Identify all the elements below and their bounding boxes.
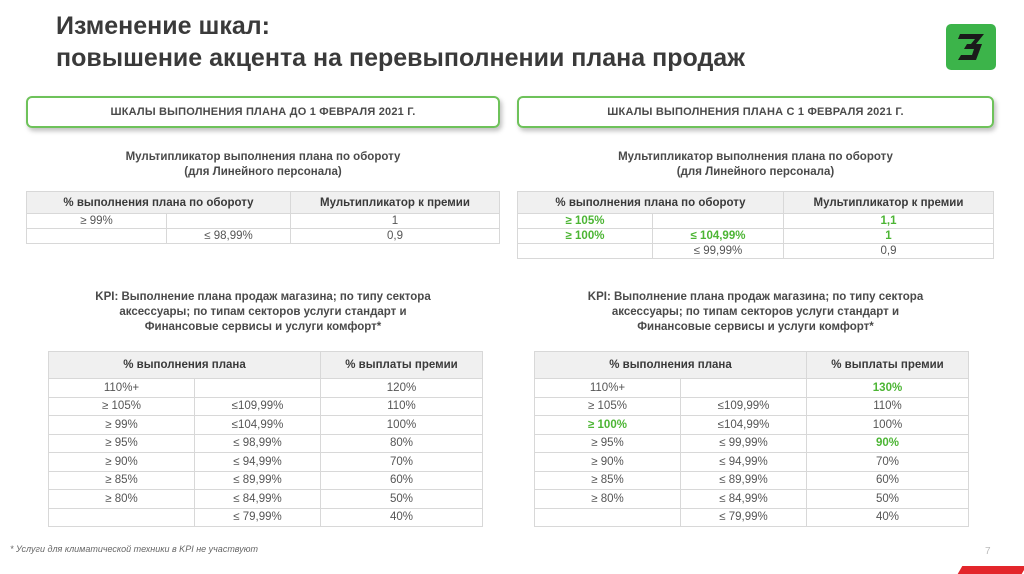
right-mult-header-percent: % выполнения плана по обороту: [518, 192, 784, 214]
right-multiplier-title-line-1: Мультипликатор выполнения плана по обороту: [618, 151, 893, 163]
table-cell: [535, 508, 681, 527]
table-row: [535, 379, 969, 398]
title-line-1: Изменение шкал:: [56, 12, 270, 40]
table-row: [535, 416, 969, 435]
table-cell: [195, 379, 321, 398]
right-kpi-title: [517, 290, 994, 335]
table-cell: 70%: [321, 453, 483, 472]
table-cell: ≤ 98,99%: [167, 229, 291, 244]
table-cell: 0,9: [784, 244, 994, 259]
right-kpi-title-line-2: аксессуары; по типам секторов услуги стандарт и: [611, 306, 900, 318]
right-mult-header-multiplier: Мультипликатор к премии: [784, 192, 994, 214]
table-cell: [518, 244, 653, 259]
table-row: [518, 244, 994, 259]
right-multiplier-table: [517, 191, 994, 259]
table-cell: ≤ 94,99%: [195, 453, 321, 472]
table-row: [27, 229, 500, 244]
brand-logo-icon: [946, 24, 996, 70]
table-cell: ≤ 79,99%: [681, 508, 807, 527]
table-cell: ≥ 99%: [49, 416, 195, 435]
table-row: [49, 379, 483, 398]
table-cell: ≥ 90%: [535, 453, 681, 472]
right-multiplier-title: [517, 150, 994, 180]
table-cell: 0,9: [291, 229, 500, 244]
table-cell: ≤ 84,99%: [195, 490, 321, 509]
table-row: [518, 214, 994, 229]
left-multiplier-table: [26, 191, 500, 244]
accent-stripe: [958, 566, 1024, 574]
left-kpi-title-line-3: Финансовые сервисы и услуги комфорт*: [144, 321, 382, 333]
table-cell: ≤ 99,99%: [681, 434, 807, 453]
table-cell: ≥ 90%: [49, 453, 195, 472]
table-cell: [653, 214, 784, 229]
table-cell: 1: [291, 214, 500, 229]
table-row: [535, 508, 969, 527]
left-multiplier-title-line-2: (для Линейного персонала): [184, 166, 342, 178]
table-row: [49, 453, 483, 472]
right-kpi-header-payout: % выплаты премии: [807, 352, 969, 379]
table-cell: ≤ 99,99%: [653, 244, 784, 259]
table-cell: [167, 214, 291, 229]
table-cell: ≥ 100%: [518, 229, 653, 244]
table-cell: 70%: [807, 453, 969, 472]
table-row: [535, 397, 969, 416]
left-kpi-title: [26, 290, 500, 335]
left-multiplier-title: [26, 150, 500, 180]
table-cell: ≤109,99%: [195, 397, 321, 416]
table-cell: 60%: [807, 471, 969, 490]
right-kpi-title-line-3: Финансовые сервисы и услуги комфорт*: [637, 321, 874, 333]
table-row: [49, 508, 483, 527]
table-row: [27, 214, 500, 229]
table-cell: ≤ 84,99%: [681, 490, 807, 509]
table-cell: ≥ 100%: [535, 416, 681, 435]
left-kpi-title-line-1: KPI: Выполнение плана продаж магазина; по типу сектора: [95, 291, 431, 303]
table-cell: 100%: [807, 416, 969, 435]
table-cell: 100%: [321, 416, 483, 435]
table-cell: ≥ 95%: [535, 434, 681, 453]
table-row: [49, 490, 483, 509]
footnote: * Услуги для климатической техники в KPI не участвуют: [10, 544, 258, 554]
table-cell: ≤ 94,99%: [681, 453, 807, 472]
logo-glyph-icon: [946, 24, 996, 70]
table-cell: ≥ 80%: [49, 490, 195, 509]
table-row: [49, 471, 483, 490]
table-cell: 1: [784, 229, 994, 244]
left-kpi-header-payout: % выплаты премии: [321, 352, 483, 379]
table-cell: ≥ 99%: [27, 214, 167, 229]
left-kpi-table: [48, 351, 483, 527]
left-header-label: ШКАЛЫ ВЫПОЛНЕНИЯ ПЛАНА ДО 1 ФЕВРАЛЯ 2021 Г.: [110, 106, 416, 118]
left-kpi-title-line-2: аксессуары; по типам секторов услуги стандарт и: [119, 306, 407, 318]
right-kpi-table: [534, 351, 969, 527]
table-cell: ≥ 105%: [49, 397, 195, 416]
table-cell: ≥ 80%: [535, 490, 681, 509]
table-cell: 40%: [807, 508, 969, 527]
table-row: [49, 397, 483, 416]
table-cell: [681, 379, 807, 398]
table-row: [49, 416, 483, 435]
title-line-2: повышение акцента на перевыполнении плана продаж: [56, 44, 745, 72]
left-multiplier-title-line-1: Мультипликатор выполнения плана по обороту: [125, 151, 401, 163]
table-cell: 120%: [321, 379, 483, 398]
table-cell: 110%+: [49, 379, 195, 398]
table-row: [49, 434, 483, 453]
table-cell: ≥ 105%: [535, 397, 681, 416]
table-cell: [27, 229, 167, 244]
table-cell: 1,1: [784, 214, 994, 229]
left-kpi-header-percent: % выполнения плана: [49, 352, 321, 379]
table-cell: 60%: [321, 471, 483, 490]
table-cell: 110%: [321, 397, 483, 416]
table-cell: ≤ 79,99%: [195, 508, 321, 527]
table-cell: ≥ 105%: [518, 214, 653, 229]
table-cell: 40%: [321, 508, 483, 527]
table-row: [535, 434, 969, 453]
table-cell: ≥ 85%: [49, 471, 195, 490]
table-cell: ≤104,99%: [681, 416, 807, 435]
table-cell: 80%: [321, 434, 483, 453]
table-cell: [49, 508, 195, 527]
table-cell: ≤ 89,99%: [195, 471, 321, 490]
right-header-box: [517, 96, 994, 128]
table-cell: 50%: [321, 490, 483, 509]
table-row: [518, 229, 994, 244]
table-cell: ≥ 85%: [535, 471, 681, 490]
left-mult-header-multiplier: Мультипликатор к премии: [291, 192, 500, 214]
table-cell: 130%: [807, 379, 969, 398]
table-row: [535, 490, 969, 509]
table-cell: ≤ 98,99%: [195, 434, 321, 453]
right-multiplier-title-line-2: (для Линейного персонала): [676, 166, 835, 178]
right-header-label: ШКАЛЫ ВЫПОЛНЕНИЯ ПЛАНА С 1 ФЕВРАЛЯ 2021 Г.: [607, 106, 904, 118]
page-number: 7: [985, 546, 991, 557]
right-kpi-title-line-1: KPI: Выполнение плана продаж магазина; по типу сектора: [587, 291, 924, 303]
table-cell: 110%: [807, 397, 969, 416]
table-cell: 90%: [807, 434, 969, 453]
left-mult-header-percent: % выполнения плана по обороту: [27, 192, 291, 214]
page-title: [56, 10, 745, 74]
right-kpi-header-percent: % выполнения плана: [535, 352, 807, 379]
table-row: [535, 453, 969, 472]
table-cell: 110%+: [535, 379, 681, 398]
left-header-box: [26, 96, 500, 128]
table-cell: ≤ 104,99%: [653, 229, 784, 244]
table-cell: 50%: [807, 490, 969, 509]
table-cell: ≤104,99%: [195, 416, 321, 435]
table-cell: ≤109,99%: [681, 397, 807, 416]
table-cell: ≤ 89,99%: [681, 471, 807, 490]
table-cell: ≥ 95%: [49, 434, 195, 453]
table-row: [535, 471, 969, 490]
